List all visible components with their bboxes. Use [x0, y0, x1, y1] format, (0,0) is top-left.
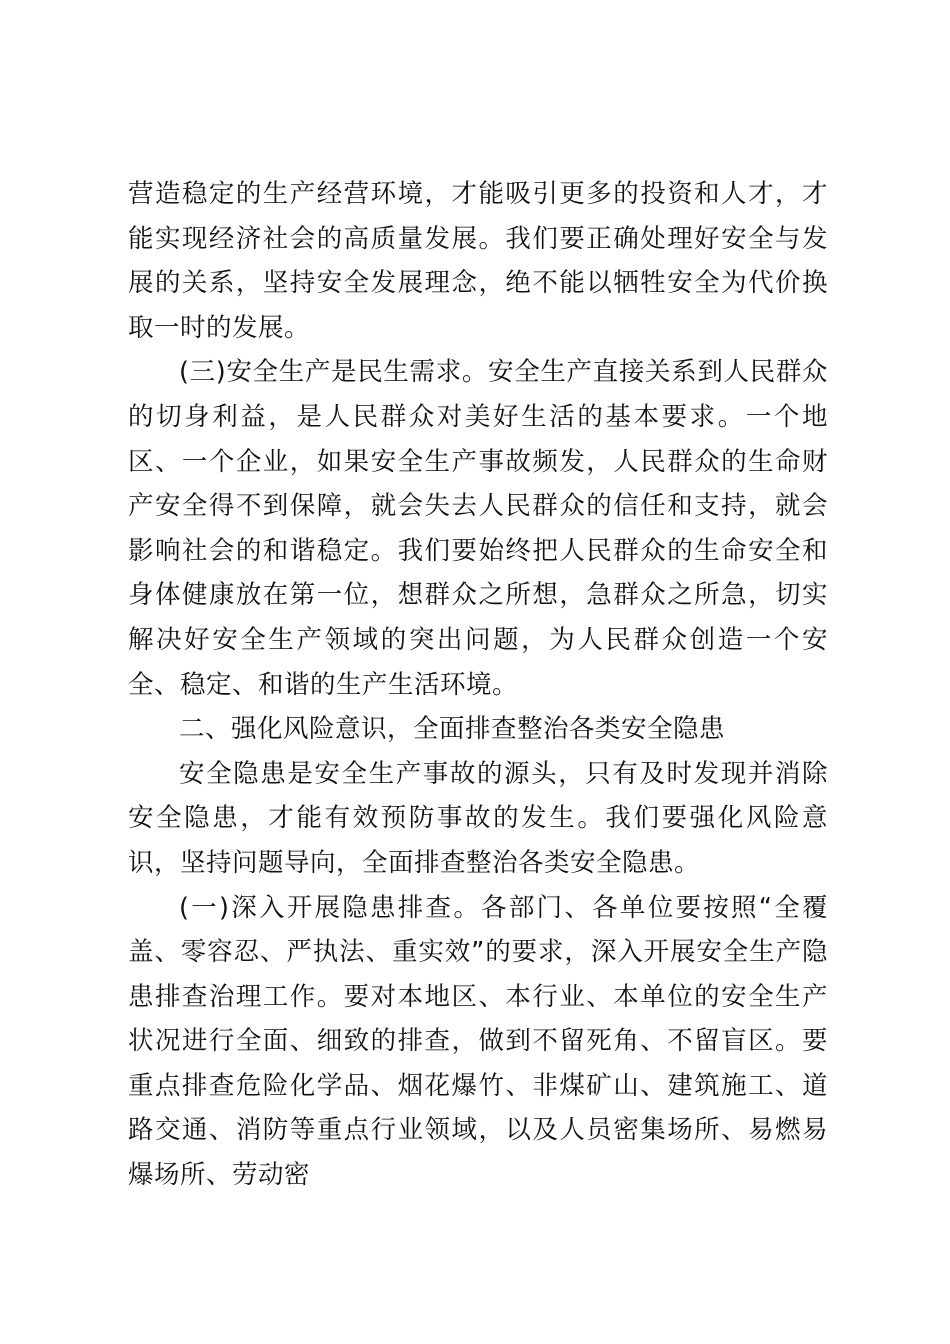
paragraph-continuation: 营造稳定的生产经营环境，才能吸引更多的投资和人才，才能实现经济社会的高质量发展。我们要正确处理好安全与发展的关系，坚持安全发展理念，绝不能以牺牲安全为代价换取一时的发展。	[128, 179, 828, 343]
document-page	[128, 172, 828, 1198]
paragraph-hazard-inspection: (一)深入开展隐患排查。各部门、各单位要按照“全覆盖、零容忍、严执法、重实效”的要求，深入开展安全生产隐患排查治理工作。要对本地区、本行业、本单位的安全生产状况进行全面、细致的排查，做到不留死角、不留盲区。要重点排查危险化学品、烟花爆竹、非煤矿山、建筑施工、道路交通、消防等重点行业领域，以及人员密集场所、易燃易爆场所、劳动密	[128, 892, 828, 1191]
paragraph-hazard-intro: 安全隐患是安全生产事故的源头，只有及时发现并消除安全隐患，才能有效预防事故的发生。我们要强化风险意识，坚持问题导向，全面排查整治各类安全隐患。	[128, 758, 828, 878]
paragraph-people-livelihood: (三)安全生产是民生需求。安全生产直接关系到人民群众的切身利益，是人民群众对美好生活的基本要求。一个地区、一个企业，如果安全生产事故频发，人民群众的生命财产安全得不到保障，就会失去人民群众的信任和支持，就会影响社会的和谐稳定。我们要始终把人民群众的生命安全和身体健康放在第一位，想群众之所想，急群众之所急，切实解决好安全生产领域的突出问题，为人民群众创造一个安全、稳定、和谐的生产生活环境。	[128, 357, 828, 700]
section-heading-risk-awareness: 二、强化风险意识，全面排查整治各类安全隐患	[179, 714, 726, 745]
